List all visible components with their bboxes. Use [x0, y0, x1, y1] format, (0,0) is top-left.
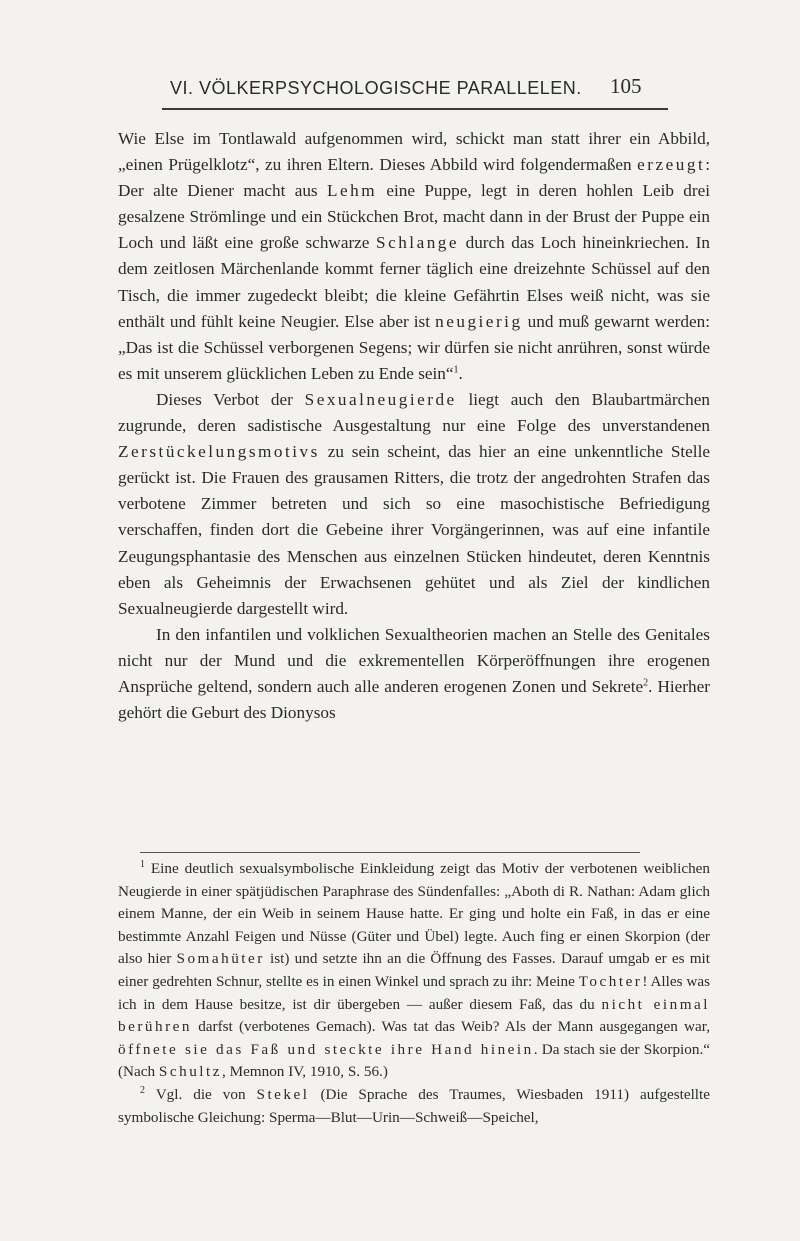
- footnote-marker: 2: [140, 1084, 145, 1096]
- spaced-emphasis: Schultz: [158, 1063, 222, 1081]
- footnote-ref-2[interactable]: 2: [643, 677, 649, 689]
- text-span: liegt auch den Blaubartmärchen zugrunde, deren sadistische Ausgestaltung nur eine Folge des unverstandenen: [118, 389, 710, 436]
- text-span: Eine deutlich sexualsymbolische Einkleidung zeigt das Motiv der verbotenen weiblichen Neugierde in einer spätjüdischen Paraphrase des Sündenfalles: „Aboth di R. Nathan: Adam glich einem Manne, der ein Weib in seinem Hause hatte. Er ging und holte ein Faß, in das er eine bestimmte Anzahl Feigen und Nüsse (Güter und Übel) legte. Auch fing er einen Skorpion (der also hier: [118, 860, 710, 968]
- spaced-emphasis: Lehm: [326, 181, 378, 201]
- spaced-emphasis: Somahüter: [176, 950, 265, 968]
- spaced-emphasis: nicht einmal berühren: [118, 995, 710, 1036]
- spaced-emphasis: Stekel: [256, 1085, 310, 1103]
- text-span: Dieses Verbot der: [156, 389, 305, 409]
- spaced-emphasis: neugierig: [435, 311, 523, 331]
- text-span: ist) und setzte ihn an die Öffnung des Fasses. Darauf umgab er es mit einer gedrehten Schnur, stellte es in einen Winkel und sprach zu ihr: Meine: [118, 950, 711, 990]
- page-number: 105: [610, 74, 642, 98]
- text-span: . Hierher gehört die Geburt des Dionysos: [118, 676, 710, 723]
- spaced-emphasis: erzeugt: [637, 155, 706, 175]
- paragraph-1: [118, 126, 710, 387]
- spaced-emphasis: Zerstückelungsmotivs: [118, 442, 320, 462]
- spaced-emphasis: öffnete sie das Faß und steckte ihre Hand hinein: [118, 1040, 534, 1058]
- header-rule: [162, 108, 668, 110]
- text-span: zu sein scheint, das hier an eine unkenntliche Stelle gerückt ist. Die Frauen des grausamen Ritters, die trotz der angedrohten Strafen das verbotene Zimmer betreten und sich so eine masochistische Befriedigung verschaffen, finden dort die Gebeine ihrer Vorgängerinnen, was auf eine infantile Zeugungsphantasie des Menschen aus einzelnen Stücken hindeutet, deren Kenntnis eben als Geheimnis der Erwachsenen gehütet und als Ziel der kindlichen Sexualneugierde dargestellt wird.: [118, 442, 710, 618]
- text-span: ! Alles was ich in dem Hause besitze, ist dir übergeben — außer diesem Faß, das du: [118, 972, 710, 1013]
- footnote-2: [118, 1084, 710, 1129]
- text-span: , Memnon IV, 1910, S. 56.): [221, 1063, 388, 1081]
- text-span: .: [458, 363, 463, 383]
- text-span: Vgl. die von: [145, 1085, 257, 1103]
- main-text: [118, 126, 710, 726]
- spaced-emphasis: Tochter: [578, 972, 643, 990]
- footnotes: [118, 858, 710, 1129]
- paragraph-3: [118, 622, 710, 726]
- text-span: eine Puppe, legt in deren hohlen Leib drei gesalzene Strömlinge und ein Stückchen Brot, macht dann in der Brust der Puppe ein Loch und läßt eine große schwarze: [118, 181, 711, 253]
- text-span: (Die Sprache des Traumes, Wiesbaden 1911) aufgestellte symbolische Gleichung: Sperma—Blut—Urin—Schweiß—Speichel,: [118, 1085, 710, 1126]
- text-span: und muß gewarnt werden: „Das ist die Schüssel verborgenen Segens; wir dürfen sie nicht anrühren, sonst würde es mit unserem glücklichen Leben zu Ende sein“: [118, 311, 710, 383]
- text-span: darfst (verbotenes Gemach). Was tat das Weib? Als der Mann ausgegangen war,: [191, 1018, 710, 1036]
- text-span: In den infantilen und volklichen Sexualtheorien machen an Stelle des Genitales nicht nur der Mund und die exkrementellen Körperöffnungen ihre erogenen Ansprüche geltend, sondern auch alle anderen erogenen Zonen und Sekrete: [118, 624, 710, 696]
- footnote-1: [118, 858, 710, 1084]
- text-span: Wie Else im Tontlawald aufgenommen wird, schickt man statt ihrer ein Abbild, „einen Prügelklotz“, zu ihren Eltern. Dieses Abbild wird folgendermaßen: [118, 129, 710, 175]
- paragraph-2: [118, 387, 710, 622]
- running-header: [170, 74, 670, 106]
- footnote-rule: [140, 852, 640, 853]
- text-span: . Da stach sie der Skorpion.“ (Nach: [118, 1040, 710, 1081]
- chapter-title: VI. VÖLKERPSYCHOLOGISCHE PARALLELEN.: [170, 78, 582, 98]
- spaced-emphasis: Sexualneugierde: [304, 389, 457, 409]
- text-span: durch das Loch hineinkriechen. In dem zeitlosen Märchenlande kommt ferner täglich eine dreizehnte Schüssel auf den Tisch, die immer zugedeckt bleibt; die kleine Gefährtin Elses weiß nicht, was sie enthält und fühlt keine Neugier. Else aber ist: [118, 233, 711, 331]
- footnote-ref-1[interactable]: 1: [453, 364, 459, 376]
- footnote-marker: 1: [140, 858, 145, 870]
- spaced-emphasis: Schlange: [376, 233, 460, 253]
- text-span: : Der alte Diener macht aus: [118, 155, 710, 201]
